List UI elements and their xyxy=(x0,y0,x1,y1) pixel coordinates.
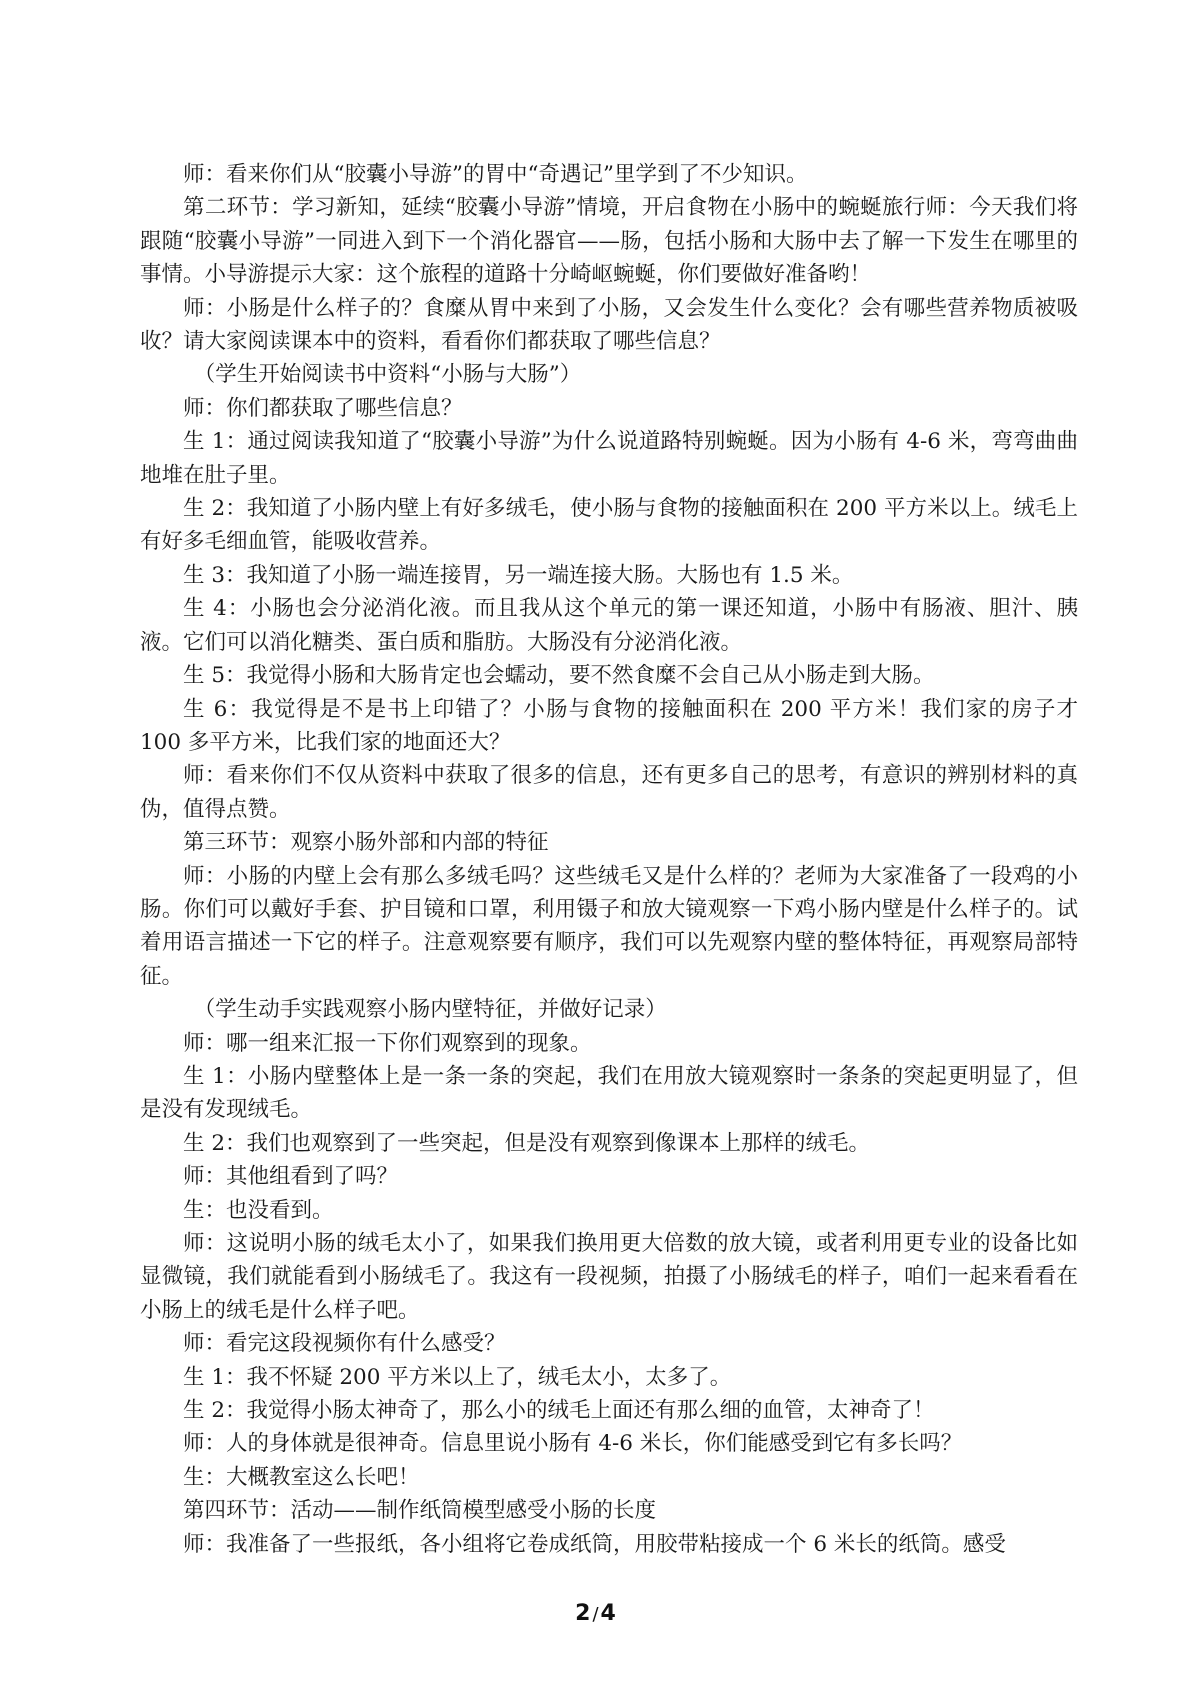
document-body xyxy=(140,158,1078,1561)
paragraph: 第二环节：学习新知，延续“胶囊小导游”情境，开启食物在小肠中的蜿蜒旅行师：今天我们将跟随“胶囊小导游”一同进入到下一个消化器官——肠，包括小肠和大肠中去了解一下发生在哪里的事情。小导游提示大家：这个旅程的道路十分崎岖蜿蜒，你们要做好准备哟！ xyxy=(140,195,1078,288)
page-number-separator: / xyxy=(592,1604,599,1625)
paragraph: 师：人的身体就是很神奇。信息里说小肠有 4-6 米长，你们能感受到它有多长吗？ xyxy=(183,1431,963,1457)
paragraph: 生 1：通过阅读我知道了“胶囊小导游”为什么说道路特别蜿蜒。因为小肠有 4-6 米，弯弯曲曲地堆在肚子里。 xyxy=(140,429,1078,488)
paragraph: 师：看来你们不仅从资料中获取了很多的信息，还有更多自己的思考，有意识的辨别材料的真伪，值得点赞。 xyxy=(140,763,1078,822)
paragraph: （学生开始阅读书中资料“小肠与大肠”） xyxy=(193,362,582,388)
paragraph: 生：也没看到。 xyxy=(183,1197,334,1223)
paragraph: 师：我准备了一些报纸，各小组将它卷成纸筒，用胶带粘接成一个 6 米长的纸筒。感受 xyxy=(183,1531,1006,1557)
paragraph: 师：小肠是什么样子的？食糜从胃中来到了小肠，又会发生什么变化？会有哪些营养物质被吸收？请大家阅读课本中的资料，看看你们都获取了哪些信息？ xyxy=(140,295,1078,355)
paragraph: 生 2：我们也观察到了一些突起，但是没有观察到像课本上那样的绒毛。 xyxy=(183,1130,871,1156)
paragraph: 生 1：我不怀疑 200 平方米以上了，绒毛太小，太多了。 xyxy=(183,1364,732,1390)
page-number xyxy=(0,1601,1191,1626)
paragraph: （学生动手实践观察小肠内壁特征，并做好记录） xyxy=(193,997,667,1023)
paragraph: 师：你们都获取了哪些信息？ xyxy=(183,395,463,421)
paragraph: 师：其他组看到了吗？ xyxy=(183,1164,399,1190)
paragraph: 生 3：我知道了小肠一端连接胃，另一端连接大肠。大肠也有 1.5 米。 xyxy=(183,562,854,588)
page-number-total: 4 xyxy=(600,1601,616,1626)
paragraph: 师：看来你们从“胶囊小导游”的胃中“奇遇记”里学到了不少知识。 xyxy=(183,162,808,187)
paragraph: 生 6：我觉得是不是书上印错了？小肠与食物的接触面积在 200 平方米！我们家的房子才 100 多平方米，比我们家的地面还大？ xyxy=(140,696,1078,755)
paragraph: 生：大概教室这么长吧！ xyxy=(183,1464,420,1490)
page-number-current: 2 xyxy=(575,1601,591,1626)
paragraph: 生 4：小肠也会分泌消化液。而且我从这个单元的第一课还知道，小肠中有肠液、胆汁、胰液。它们可以消化糖类、蛋白质和脂肪。大肠没有分泌消化液。 xyxy=(140,596,1078,655)
paragraph: 师：这说明小肠的绒毛太小了，如果我们换用更大倍数的放大镜，或者利用更专业的设备比如显微镜，我们就能看到小肠绒毛了。我这有一段视频，拍摄了小肠绒毛的样子，咱们一起来看看在小肠上的绒毛是什么样子吧。 xyxy=(140,1231,1078,1323)
paragraph: 生 2：我知道了小肠内壁上有好多绒毛，使小肠与食物的接触面积在 200 平方米以上。绒毛上有好多毛细血管，能吸收营养。 xyxy=(140,496,1078,555)
paragraph: 师：哪一组来汇报一下你们观察到的现象。 xyxy=(183,1030,592,1056)
paragraph: 生 5：我觉得小肠和大肠肯定也会蠕动，要不然食糜不会自己从小肠走到大肠。 xyxy=(183,663,935,689)
paragraph: 生 1：小肠内壁整体上是一条一条的突起，我们在用放大镜观察时一条条的突起更明显了，但是没有发现绒毛。 xyxy=(140,1063,1078,1123)
paragraph: 第三环节：观察小肠外部和内部的特征 xyxy=(183,830,549,856)
paragraph: 师：小肠的内壁上会有那么多绒毛吗？这些绒毛又是什么样的？老师为大家准备了一段鸡的小肠。你们可以戴好手套、护目镜和口罩，利用镊子和放大镜观察一下鸡小肠内壁是什么样子的。试着用语言描述一下它的样子。注意观察要有顺序，我们可以先观察内壁的整体特征，再观察局部特征。 xyxy=(140,863,1078,989)
paragraph: 师：看完这段视频你有什么感受？ xyxy=(183,1331,506,1357)
paragraph: 生 2：我觉得小肠太神奇了，那么小的绒毛上面还有那么细的血管，太神奇了！ xyxy=(183,1398,935,1424)
paragraph: 第四环节：活动——制作纸筒模型感受小肠的长度 xyxy=(183,1498,657,1524)
